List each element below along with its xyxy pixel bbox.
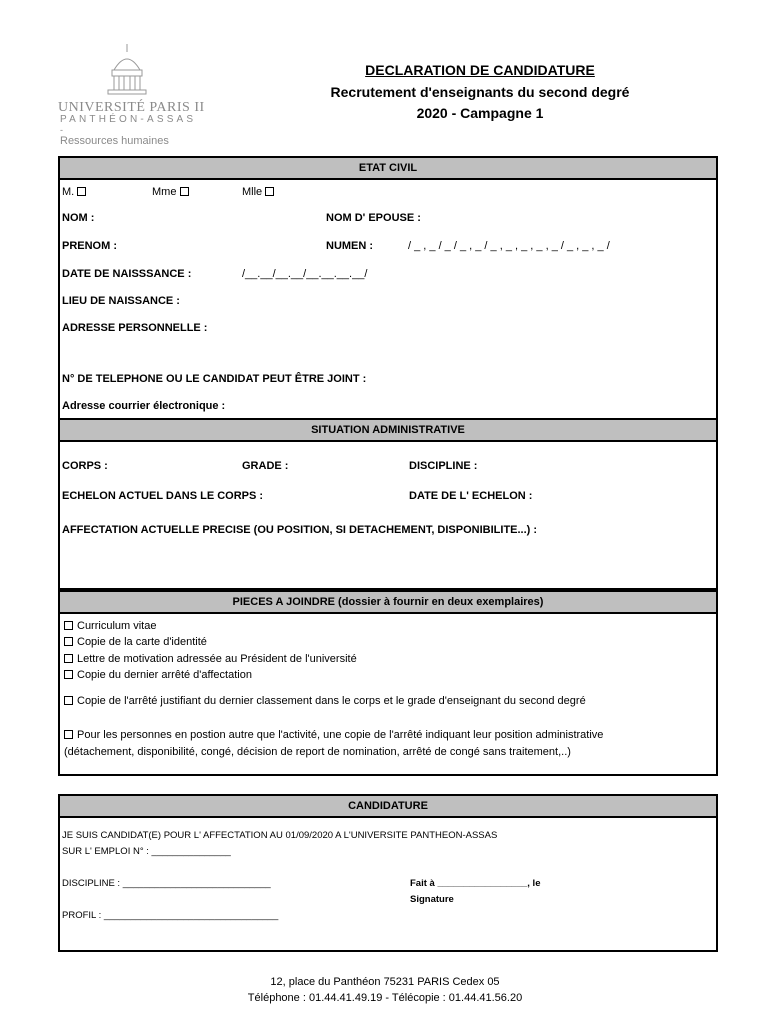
- lieu-naissance-label: LIEU DE NAISSANCE :: [62, 295, 180, 307]
- fait-a-field[interactable]: Fait à _________________, le: [410, 878, 541, 889]
- page-subtitle: Recrutement d'enseignants du second degré: [330, 84, 630, 100]
- footer-phones: Téléphone : 01.44.41.49.19 - Télécopie : 01.44.41.56.20: [247, 992, 523, 1004]
- piece-cv[interactable]: Curriculum vitae: [64, 620, 156, 632]
- nom-label: NOM :: [62, 212, 95, 224]
- affectation-label: AFFECTATION ACTUELLE PRECISE (OU POSITION, SI DETACHEMENT, DISPONIBILITE...) :: [62, 524, 538, 536]
- civility-m[interactable]: M.: [62, 186, 90, 198]
- email-label: Adresse courrier électronique :: [62, 400, 226, 412]
- emploi-field[interactable]: SUR L' EMPLOI N° : _______________: [62, 846, 231, 857]
- pieces-section: [58, 590, 718, 776]
- corps-label: CORPS :: [62, 460, 108, 472]
- grade-label: GRADE :: [242, 460, 289, 472]
- checkbox-icon[interactable]: [64, 621, 73, 630]
- piece-position-detail: (détachement, disponibilité, congé, décision de report de nomination, arrêté de congé sans traitement,..): [64, 746, 571, 758]
- candidature-section: [58, 794, 718, 952]
- piece-arrete-classement[interactable]: Copie de l'arrêté justifiant du dernier classement dans le corps et le grade d'enseignant du second degré: [64, 695, 586, 707]
- civility-mme[interactable]: Mme: [152, 186, 193, 198]
- candidature-statement: JE SUIS CANDIDAT(E) POUR L' AFFECTATION AU 01/09/2020 A L'UNIVERSITE PANTHEON-ASSAS: [62, 830, 498, 841]
- etat-civil-section: [58, 156, 718, 420]
- department-label: Ressources humaines: [60, 135, 169, 147]
- university-logo: [56, 40, 216, 150]
- checkbox-icon[interactable]: [265, 187, 274, 196]
- date-echelon-label: DATE DE L' ECHELON :: [409, 490, 533, 502]
- university-subtitle: PANTHÉON-ASSAS: [60, 114, 197, 125]
- civility-mlle[interactable]: Mlle: [242, 186, 278, 198]
- discipline-label: DISCIPLINE :: [409, 460, 478, 472]
- campaign-label: 2020 - Campagne 1: [416, 105, 544, 121]
- piece-carte-identite[interactable]: Copie de la carte d'identité: [64, 636, 207, 648]
- date-naissance-label: DATE DE NAISSSANCE :: [62, 268, 192, 280]
- telephone-label: N° DE TELEPHONE OU LE CANDIDAT PEUT ÊTRE JOINT :: [62, 373, 367, 385]
- checkbox-icon[interactable]: [64, 637, 73, 646]
- footer-address: 12, place du Panthéon 75231 PARIS Cedex 05: [270, 976, 500, 988]
- pieces-heading: PIECES A JOINDRE (dossier à fournir en deux exemplaires): [60, 592, 716, 614]
- checkbox-icon[interactable]: [77, 187, 86, 196]
- header-dash: -: [60, 125, 63, 135]
- checkbox-icon[interactable]: [64, 730, 73, 739]
- discipline-field[interactable]: DISCIPLINE : ____________________________: [62, 878, 271, 889]
- echelon-label: ECHELON ACTUEL DANS LE CORPS :: [62, 490, 264, 502]
- prenom-label: PRENOM :: [62, 240, 117, 252]
- numen-label: NUMEN :: [326, 240, 374, 252]
- situation-heading: SITUATION ADMINISTRATIVE: [60, 420, 716, 442]
- checkbox-icon[interactable]: [64, 696, 73, 705]
- adresse-label: ADRESSE PERSONNELLE :: [62, 322, 208, 334]
- piece-position-administrative[interactable]: Pour les personnes en postion autre que l'activité, une copie de l'arrêté indiquant leur position administrative: [64, 729, 603, 741]
- checkbox-icon[interactable]: [64, 654, 73, 663]
- piece-lettre-motivation[interactable]: Lettre de motivation adressée au Président de l'université: [64, 653, 357, 665]
- candidature-heading: CANDIDATURE: [60, 796, 716, 818]
- checkbox-icon[interactable]: [180, 187, 189, 196]
- checkbox-icon[interactable]: [64, 670, 73, 679]
- piece-arrete-affectation[interactable]: Copie du dernier arrêté d'affectation: [64, 669, 252, 681]
- numen-field[interactable]: / _ , _ / _ / _ , _ / _ , _ , _ , _ , _ / _ , _ , _ /: [408, 240, 610, 252]
- nom-epouse-label: NOM D' EPOUSE :: [326, 212, 421, 224]
- situation-section: [58, 418, 718, 590]
- date-naissance-field[interactable]: /__.__/__.__/__.__.__.__/: [242, 268, 368, 280]
- page-title: DECLARATION DE CANDIDATURE: [365, 62, 595, 78]
- etat-civil-heading: ETAT CIVIL: [60, 158, 716, 180]
- university-name: UNIVERSITÉ PARIS II: [58, 100, 205, 115]
- signature-label: Signature: [410, 894, 454, 905]
- profil-field[interactable]: PROFIL : _________________________________: [62, 910, 279, 921]
